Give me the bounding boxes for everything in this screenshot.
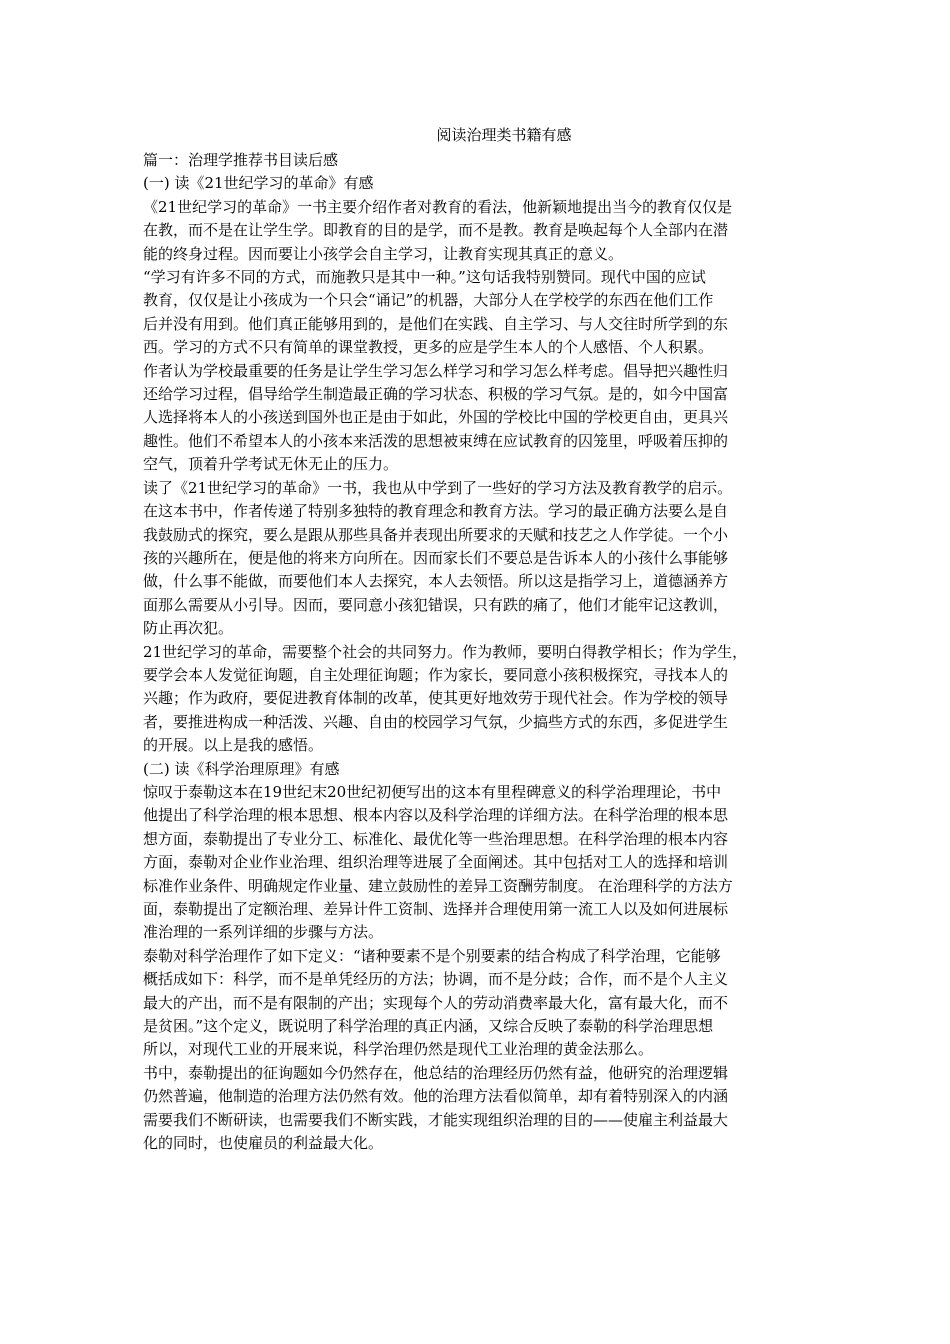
text-line: 标准作业条件、明确规定作业量、建立鼓励性的差异工资酬劳制度。 在治理科学的方法方 (143, 876, 733, 895)
text-line: 能的终身过程。因而要让小孩学会自主学习，让教育实现其真正的意义。 (143, 244, 624, 263)
text-line: (二) 读《科学治理原理》有感 (143, 759, 340, 778)
document-title: 阅读治理类书籍有感 (436, 126, 572, 144)
text-line: 人选择将本人的小孩送到国外也正是由于如此，外国的学校比中国的学校更自由，更具兴 (143, 408, 729, 427)
text-line: 概括成如下：科学，而不是单凭经历的方法；协调，而不是分歧；合作，而不是个人主义 (143, 970, 729, 989)
text-line: 是贫困。”这个定义，既说明了科学治理的真正内涵，又综合反映了泰勒的科学治理思想 (143, 1017, 714, 1036)
document-body (143, 124, 813, 1155)
text-line: 作者认为学校最重要的任务是让学生学习怎么样学习和学习怎么样考虑。倡导把兴趣性归 (143, 361, 729, 380)
text-line: 西。学习的方式不只有简单的课堂教授，更多的应是学生本人的个人感悟、个人积累。 (143, 338, 714, 357)
text-line: 读了《21世纪学习的革命》一书，我也从中学到了一些好的学习方法及教育教学的启示。 (143, 478, 733, 497)
text-line: 《21世纪学习的革命》一书主要介绍作者对教育的看法，他新颖地提出当今的教育仅仅是 (143, 197, 733, 216)
text-line: 他提出了科学治理的根本思想、根本内容以及科学治理的详细方法。在科学治理的根本思 (143, 806, 729, 825)
text-line: 需要我们不断研读，也需要我们不断实践，才能实现组织治理的目的——使雇主利益最大 (143, 1110, 729, 1129)
text-line: 趣性。他们不希望本人的小孩本来活泼的思想被束缚在应试教育的囚笼里，呼吸着压抑的 (143, 431, 729, 450)
text-line: 面，泰勒提出了定额治理、差异计件工资制、选择并合理使用第一流工人以及如何进展标 (143, 900, 729, 918)
text-line: 惊叹于泰勒这本在19世纪末20世纪初便写出的这本有里程碑意义的科学治理理论，书中 (143, 782, 722, 801)
text-line: 教育，仅仅是让小孩成为一个只会“诵记”的机器，大部分人在学校学的东西在他们工作 (143, 291, 714, 310)
text-line: 化的同时，也使雇员的利益最大化。 (143, 1134, 384, 1153)
text-line: 在这本书中，作者传递了特别多独特的教育理念和教育方法。学习的最正确方法要么是自 (143, 502, 729, 521)
text-line: 准治理的一系列详细的步骤与方法。 (143, 923, 384, 942)
text-line: 仍然普遍，他制造的治理方法仍然有效。他的治理方法看似简单，却有着特别深入的内涵 (143, 1087, 729, 1106)
text-line: 空气，顶着升学考试无休无止的压力。 (143, 455, 399, 474)
text-line: 要学会本人发觉征询题，自主处理征询题；作为家长，要同意小孩积极探究，寻找本人的 (143, 665, 729, 684)
text-lines (143, 149, 813, 1155)
text-line: 面那么需要从小引导。因而，要同意小孩犯错误，只有跌的痛了，他们才能牢记这教训， (143, 595, 729, 614)
text-line: 在教，而不是在让学生学。即教育的目的是学，而不是教。教育是唤起每个人全部内在潜 (143, 221, 729, 240)
text-line: 想方面，泰勒提出了专业分工、标准化、最优化等一些治理思想。在科学治理的根本内容 (143, 829, 729, 848)
text-line: 方面，泰勒对企业作业治理、组织治理等进展了全面阐述。其中包括对工人的选择和培训 (143, 853, 729, 872)
text-line: 21世纪学习的革命，需要整个社会的共同努力。作为教师，要明白得教学相长；作为学生， (143, 642, 748, 661)
text-line: 所以，对现代工业的开展来说，科学治理仍然是现代工业治理的黄金法那么。 (143, 1040, 654, 1059)
text-line: 最大的产出，而不是有限制的产出；实现每个人的劳动消费率最大化，富有最大化，而不 (143, 993, 729, 1012)
text-line: 篇一：治理学推荐书目读后感 (143, 151, 339, 169)
text-line: 书中，泰勒提出的征询题如今仍然存在，他总结的治理经历仍然有益，他研究的治理逻辑 (143, 1063, 729, 1082)
text-line: (一) 读《21世纪学习的革命》有感 (143, 174, 374, 193)
text-line: 后并没有用到。他们真正能够用到的，是他们在实践、自主学习、与人交往时所学到的东 (143, 314, 729, 333)
text-line: 做，什么事不能做，而要他们本人去探究，本人去领悟。所以这是指学习上，道德涵养方 (143, 572, 729, 591)
text-line: 者，要推进构成一种活泼、兴趣、自由的校园学习气氛，少搞些方式的东西，多促进学生 (143, 712, 729, 731)
text-line: 孩的兴趣所在，便是他的将来方向所在。因而家长们不要总是告诉本人的小孩什么事能够 (143, 548, 729, 567)
text-line: 防止再次犯。 (143, 619, 234, 638)
text-line: 还给学习过程，倡导给学生制造最正确的学习状态、积极的学习气氛。是的，如今中国富 (143, 385, 729, 404)
text-line: 我鼓励式的探究，要么是跟从那些具备并表现出所要求的天赋和技艺之人作学徒。一个小 (143, 525, 729, 544)
text-line: “学习有许多不同的方式，而施教只是其中一种。”这句话我特别赞同。现代中国的应试 (143, 268, 706, 287)
text-line: 的开展。以上是我的感悟。 (143, 736, 324, 755)
text-line: 泰勒对科学治理作了如下定义：“诸种要素不是个别要素的结合构成了科学治理，它能够 (143, 946, 721, 965)
text-line: 兴趣；作为政府，要促进教育体制的改革，使其更好地效劳于现代社会。作为学校的领导 (143, 689, 729, 708)
